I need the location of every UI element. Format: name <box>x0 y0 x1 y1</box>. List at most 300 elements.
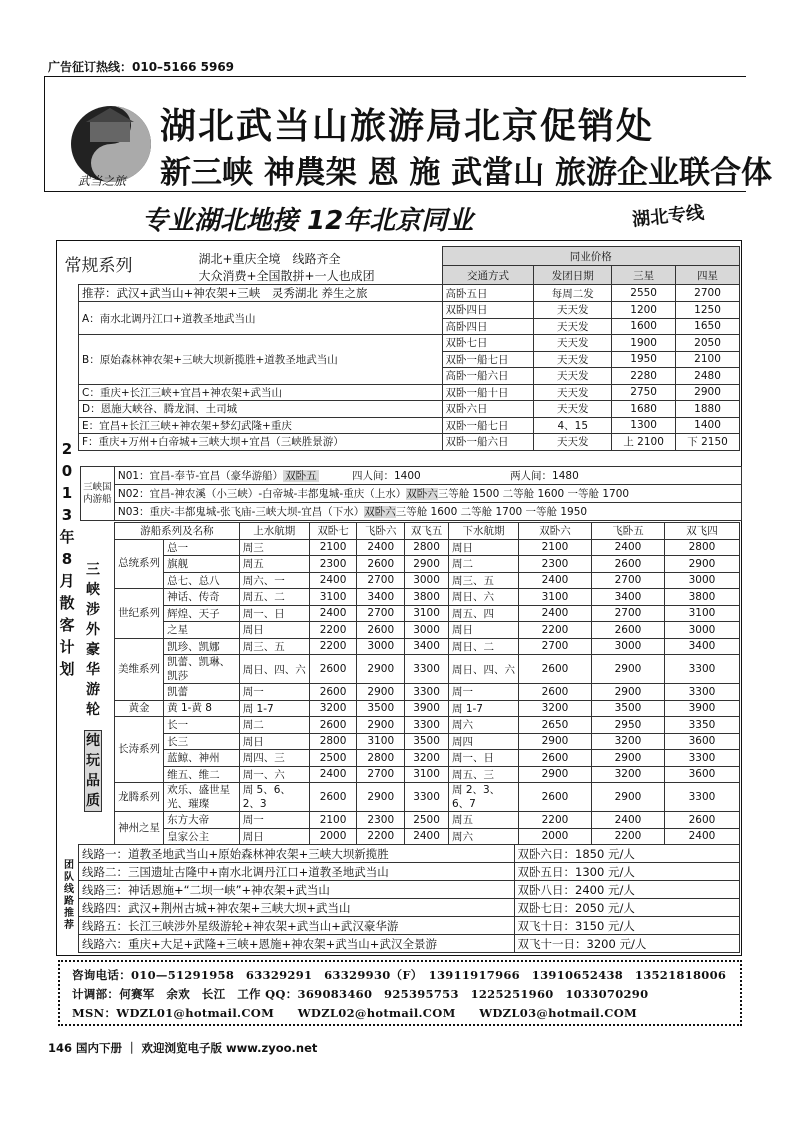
cruise-row <box>115 572 740 589</box>
group-route: 线路五：长江三峡涉外星级游轮+神农架+武当山+武汉豪华游 <box>79 917 515 935</box>
sub-title: 新三峡 神農架 恩 施 武當山 旅游企业联合体 <box>160 155 772 191</box>
col-4star: 四星 <box>676 266 740 285</box>
regular-row <box>79 434 740 451</box>
price-4star: 1400 <box>676 417 740 434</box>
cruise-cell: 2600 <box>518 750 591 767</box>
cruise-col-header: 双卧七 <box>309 523 357 540</box>
price-3star: 1600 <box>612 318 676 335</box>
cruise-cell: 3100 <box>405 766 449 783</box>
cruise-cell: 2000 <box>518 828 591 845</box>
transport: 双卧一船六日 <box>442 434 534 451</box>
cruise-cell: 2950 <box>591 717 664 734</box>
cruise-side-label-2: 纯 玩 品 质 <box>84 730 102 812</box>
route-desc: C：重庆+长江三峡+宜昌+神农架+武当山 <box>79 384 443 401</box>
group-price: 双卧六日：1850 元/人 <box>514 845 739 863</box>
cruise-cell: 2600 <box>591 556 664 573</box>
price-4star: 2700 <box>676 285 740 302</box>
cruise-row <box>115 622 740 639</box>
cruise-cell: 2200 <box>309 638 357 655</box>
inland-n02-price: 三等舱 1500 二等舱 1600 一等舱 1700 <box>437 488 630 500</box>
cruise-cell: 2200 <box>309 622 357 639</box>
cruise-cell: 蓝鲸、神州 <box>164 750 240 767</box>
cruise-cell: 2900 <box>518 733 591 750</box>
cruise-cell: 周 2、3、6、7 <box>448 783 518 812</box>
cruise-cell: 3200 <box>309 700 357 717</box>
cruise-cell: 2600 <box>518 783 591 812</box>
cruise-cell: 3300 <box>664 655 739 684</box>
cruise-row <box>115 812 740 829</box>
regular-header-cell <box>64 247 443 285</box>
cruise-cell: 2400 <box>591 539 664 556</box>
cruise-cell: 3500 <box>357 700 405 717</box>
cruise-cell: 3500 <box>591 700 664 717</box>
cruise-cell: 3600 <box>664 766 739 783</box>
cruise-cell: 2900 <box>664 556 739 573</box>
group-price: 双飞十日：3150 元/人 <box>514 917 739 935</box>
cruise-cell: 2400 <box>518 572 591 589</box>
inland-n01-p4: 四人间：1400 <box>351 470 421 482</box>
cruise-col-header: 双飞五 <box>405 523 449 540</box>
depart-date: 天天发 <box>534 384 612 401</box>
cruise-series: 美维系列 <box>115 638 164 700</box>
cruise-cell: 长一 <box>164 717 240 734</box>
header-left-rule <box>44 76 45 191</box>
cruise-cell: 3800 <box>405 589 449 606</box>
price-4star: 1250 <box>676 302 740 319</box>
cruise-cell: 3350 <box>664 717 739 734</box>
depart-date: 天天发 <box>534 351 612 368</box>
cruise-cell: 2900 <box>357 684 405 701</box>
cruise-cell: 3000 <box>591 638 664 655</box>
slogan: 专业湖北地接 12年北京同业 <box>142 206 474 236</box>
cruise-cell: 3000 <box>405 622 449 639</box>
special-line-label: 湖北专线 <box>631 202 706 231</box>
cruise-cell: 2400 <box>309 572 357 589</box>
cruise-cell: 2900 <box>357 783 405 812</box>
cruise-cell: 3400 <box>405 638 449 655</box>
depart-date: 每周二发 <box>534 285 612 302</box>
cruise-cell: 2400 <box>664 828 739 845</box>
cruise-cell: 2900 <box>357 655 405 684</box>
transport: 双卧一船七日 <box>442 351 534 368</box>
cruise-cell: 3900 <box>664 700 739 717</box>
cruise-cell: 3100 <box>664 605 739 622</box>
regular-desc-1: 湖北+重庆全境 线路齐全 <box>198 251 341 266</box>
cruise-cell: 周日、六 <box>448 589 518 606</box>
cruise-cell: 欢乐、盛世星光、璀璨 <box>164 783 240 812</box>
cruise-cell: 周一 <box>239 812 309 829</box>
cruise-cell: 3000 <box>664 622 739 639</box>
group-route: 线路三：神话恩施+“二坝一峡”+神农架+武当山 <box>79 881 515 899</box>
cruise-cell: 周五、三 <box>448 766 518 783</box>
price-3star: 1300 <box>612 417 676 434</box>
cruise-side-label: 三 峡 涉 外 豪 华 游 轮 <box>86 562 100 718</box>
contact-planner: 计调部：何赛军 余欢 长江 工作 QQ：369083460 925395753 1225251960 1033070290 <box>72 987 649 1001</box>
transport: 双卧七日 <box>442 335 534 352</box>
cruise-cell: 3000 <box>664 572 739 589</box>
cruise-cell: 周日 <box>239 622 309 639</box>
cruise-cell: 周五、二 <box>239 589 309 606</box>
cruise-cell: 3200 <box>591 766 664 783</box>
cruise-row <box>115 638 740 655</box>
inland-label: 三峡国内游船 <box>81 467 115 521</box>
transport: 双卧一船十日 <box>442 384 534 401</box>
transport: 双卧四日 <box>442 302 534 319</box>
transport: 高卧四日 <box>442 318 534 335</box>
cruise-cell: 长三 <box>164 733 240 750</box>
cruise-cell: 凯蕾 <box>164 684 240 701</box>
price-3star: 上 2100 <box>612 434 676 451</box>
cruise-cell: 周三、五 <box>239 638 309 655</box>
transport: 双卧一船七日 <box>442 417 534 434</box>
regular-row <box>79 285 740 302</box>
cruise-row <box>115 684 740 701</box>
price-header: 同业价格 <box>442 247 739 266</box>
cruise-cell: 旗舰 <box>164 556 240 573</box>
cruise-series: 龙腾系列 <box>115 783 164 812</box>
cruise-cell: 3100 <box>518 589 591 606</box>
cruise-cell: 周三、五 <box>448 572 518 589</box>
price-4star: 1650 <box>676 318 740 335</box>
side-plan-label: 2 0 1 3 年 8 月 散 客 计 划 <box>59 440 75 678</box>
route-desc: 推荐：武汉+武当山+神农架+三峡 灵秀湖北 养生之旅 <box>79 285 443 302</box>
cruise-cell: 周日、四、六 <box>239 655 309 684</box>
cruise-cell: 东方大帝 <box>164 812 240 829</box>
cruise-cell: 3000 <box>357 638 405 655</box>
cruise-cell: 2300 <box>309 556 357 573</box>
cruise-row <box>115 605 740 622</box>
cruise-cell: 周一 <box>448 684 518 701</box>
transport: 双卧六日 <box>442 401 534 418</box>
cruise-cell: 2800 <box>405 539 449 556</box>
cruise-cell: 2800 <box>357 750 405 767</box>
cruise-cell: 3300 <box>405 655 449 684</box>
cruise-cell: 2900 <box>591 655 664 684</box>
cruise-cell: 2900 <box>591 684 664 701</box>
cruise-series: 长涛系列 <box>115 717 164 783</box>
group-route: 线路六：重庆+大足+武隆+三峡+恩施+神农架+武当山+武汉全景游 <box>79 935 515 953</box>
depart-date: 天天发 <box>534 368 612 385</box>
cruise-cell: 2800 <box>664 539 739 556</box>
group-tour-row <box>79 935 740 953</box>
cruise-row <box>115 717 740 734</box>
cruise-row <box>115 783 740 812</box>
group-price: 双卧七日：2050 元/人 <box>514 899 739 917</box>
cruise-cell: 2700 <box>591 605 664 622</box>
regular-row <box>79 417 740 434</box>
price-4star: 2050 <box>676 335 740 352</box>
inland-n03-price: 三等舱 1600 二等舱 1700 一等舱 1950 <box>395 506 588 518</box>
cruise-cell: 辉煌、天子 <box>164 605 240 622</box>
transport: 高卧五日 <box>442 285 534 302</box>
cruise-cell: 维五、维二 <box>164 766 240 783</box>
route-desc: B：原始森林神农架+三峡大坝新揽胜+道教圣地武当山 <box>79 335 443 385</box>
cruise-cell: 总一 <box>164 539 240 556</box>
col-3star: 三星 <box>612 266 676 285</box>
cruise-cell: 3300 <box>664 783 739 812</box>
cruise-cell: 2200 <box>518 812 591 829</box>
cruise-col-header: 飞卧五 <box>591 523 664 540</box>
cruise-cell: 2900 <box>591 783 664 812</box>
page-footer: 146 国内下册 ｜ 欢迎浏览电子版 www.zyoo.net <box>48 1041 318 1055</box>
cruise-cell: 2200 <box>591 828 664 845</box>
cruise-cell: 周四、三 <box>239 750 309 767</box>
cruise-cell: 2400 <box>518 605 591 622</box>
cruise-row <box>115 733 740 750</box>
cruise-cell: 2700 <box>357 766 405 783</box>
depart-date: 天天发 <box>534 434 612 451</box>
cruise-cell: 3300 <box>405 783 449 812</box>
inland-cruise-table <box>80 466 742 521</box>
price-3star: 2750 <box>612 384 676 401</box>
price-4star: 2100 <box>676 351 740 368</box>
price-4star: 2900 <box>676 384 740 401</box>
cruise-cell: 2600 <box>309 717 357 734</box>
group-route: 线路二：三国遗址古隆中+南水北调丹江口+道教圣地武当山 <box>79 863 515 881</box>
cruise-col-header: 下水航期 <box>448 523 518 540</box>
cruise-cell: 2100 <box>309 539 357 556</box>
group-tour-row <box>79 917 740 935</box>
group-tour-row <box>79 881 740 899</box>
top-rule <box>44 76 746 77</box>
main-title: 湖北武当山旅游局北京促销处 <box>160 105 655 147</box>
regular-series-table <box>64 246 740 451</box>
cruise-cell: 周日 <box>448 539 518 556</box>
cruise-cell: 周一 <box>239 684 309 701</box>
cruise-cell: 3300 <box>664 750 739 767</box>
group-tour-row <box>79 863 740 881</box>
col-transport: 交通方式 <box>442 266 534 285</box>
cruise-cell: 2100 <box>309 812 357 829</box>
cruise-cell: 周一、六 <box>239 766 309 783</box>
cruise-cell: 周二 <box>239 717 309 734</box>
cruise-cell: 2700 <box>357 572 405 589</box>
cruise-cell: 凯蕾、凯琳、凯莎 <box>164 655 240 684</box>
cruise-cell: 2900 <box>405 556 449 573</box>
cruise-col-header: 双卧六 <box>518 523 591 540</box>
group-tours-label: 团 队 线 路 推 荐 <box>64 860 74 931</box>
inland-n03-route: N03：重庆-丰都鬼城-张飞庙-三峡大坝-宜昌（下水） <box>117 506 365 518</box>
cruise-cell: 周日、四、六 <box>448 655 518 684</box>
cruise-cell: 3400 <box>591 589 664 606</box>
cruise-cell: 3200 <box>591 733 664 750</box>
cruise-cell: 2200 <box>357 828 405 845</box>
contact-phone: 咨询电话：010—51291958 63329291 63329930（F） 13911917966 13910652438 13521818006 <box>72 968 727 982</box>
price-3star: 1900 <box>612 335 676 352</box>
cruise-series: 神州之星 <box>115 812 164 845</box>
cruise-cell: 3000 <box>405 572 449 589</box>
cruise-cell: 2300 <box>357 812 405 829</box>
logo-text: 武当之旅 <box>78 174 127 188</box>
cruise-row <box>115 539 740 556</box>
inland-n02-tag: 双卧六 <box>406 488 438 500</box>
inland-n02-route: N02：宜昌-神农溪（小三峡）-白帝城-丰都鬼城-重庆（上水） <box>117 488 407 500</box>
cruise-cell: 3100 <box>405 605 449 622</box>
inland-n01-route: N01：宜昌-奉节-宜昌（豪华游船） <box>117 470 284 482</box>
cruise-cell: 3300 <box>405 684 449 701</box>
cruise-series: 总统系列 <box>115 539 164 589</box>
cruise-cell: 周日、二 <box>448 638 518 655</box>
cruise-row <box>115 556 740 573</box>
cruise-cell: 3400 <box>357 589 405 606</box>
cruise-cell: 2600 <box>357 622 405 639</box>
contact-box <box>58 960 742 1026</box>
cruise-cell: 2700 <box>357 605 405 622</box>
regular-title: 常规系列 <box>64 255 133 276</box>
cruise-cell: 2600 <box>309 655 357 684</box>
cruise-cell: 之星 <box>164 622 240 639</box>
cruise-cell: 黄 1-黄 8 <box>164 700 240 717</box>
depart-date: 天天发 <box>534 401 612 418</box>
cruise-cell: 周 1-7 <box>448 700 518 717</box>
inland-n02 <box>114 485 741 503</box>
price-3star: 2280 <box>612 368 676 385</box>
cruise-row <box>115 766 740 783</box>
cruise-cell: 2600 <box>518 684 591 701</box>
inland-n01-tag: 双卧五 <box>285 470 317 482</box>
transport: 高卧一船六日 <box>442 368 534 385</box>
group-route: 线路一：道教圣地武当山+原始森林神农架+三峡大坝新揽胜 <box>79 845 515 863</box>
cruise-cell: 周一、日 <box>239 605 309 622</box>
cruise-cell: 2650 <box>518 717 591 734</box>
cruise-cell: 周六、一 <box>239 572 309 589</box>
depart-date: 天天发 <box>534 318 612 335</box>
inland-n03-tag: 双卧六 <box>364 506 396 518</box>
cruise-cell: 3500 <box>405 733 449 750</box>
contact-msn: MSN：WDZL01@hotmail.COM WDZL02@hotmail.COM WDZL03@hotmail.COM <box>72 1006 638 1020</box>
regular-row <box>79 401 740 418</box>
cruise-cell: 2900 <box>591 750 664 767</box>
price-4star: 下 2150 <box>676 434 740 451</box>
cruise-cell: 2400 <box>405 828 449 845</box>
cruise-cell: 3200 <box>405 750 449 767</box>
cruise-series: 世纪系列 <box>115 589 164 639</box>
cruise-cell: 2500 <box>405 812 449 829</box>
cruise-cell: 2400 <box>357 539 405 556</box>
regular-desc-2: 大众消费+全国散拼+一人也成团 <box>198 268 375 283</box>
group-tours-table <box>78 844 740 953</box>
cruise-cell: 2600 <box>591 622 664 639</box>
cruise-cell: 3100 <box>357 733 405 750</box>
cruise-cell: 2900 <box>518 766 591 783</box>
regular-row <box>79 302 740 319</box>
cruise-cell: 周日 <box>239 828 309 845</box>
route-desc: A：南水北调丹江口+道教圣地武当山 <box>79 302 443 335</box>
cruise-row <box>115 589 740 606</box>
cruise-cell: 2300 <box>518 556 591 573</box>
group-route: 线路四：武汉+荆州古城+神农架+三峡大坝+武当山 <box>79 899 515 917</box>
col-date: 发团日期 <box>534 266 612 285</box>
cruise-row <box>115 750 740 767</box>
cruise-cell: 周 5、6、2、3 <box>239 783 309 812</box>
cruise-cell: 3300 <box>405 717 449 734</box>
cruise-row <box>115 828 740 845</box>
route-desc: D：恩施大峡谷、腾龙洞、土司城 <box>79 401 443 418</box>
regular-row <box>79 384 740 401</box>
cruise-col-header: 飞卧六 <box>357 523 405 540</box>
cruise-cell: 2500 <box>309 750 357 767</box>
cruise-cell: 2900 <box>357 717 405 734</box>
price-3star: 1680 <box>612 401 676 418</box>
depart-date: 4、15 <box>534 417 612 434</box>
route-desc: E：宜昌+长江三峡+神农架+梦幻武隆+重庆 <box>79 417 443 434</box>
group-price: 双卧五日：1300 元/人 <box>514 863 739 881</box>
cruise-cell: 2600 <box>309 783 357 812</box>
cruise-col-header: 双飞四 <box>664 523 739 540</box>
cruise-cell: 2600 <box>518 655 591 684</box>
cruise-cell: 周六 <box>448 828 518 845</box>
price-3star: 2550 <box>612 285 676 302</box>
cruise-series: 黄金 <box>115 700 164 717</box>
cruise-cell: 3800 <box>664 589 739 606</box>
inland-n03 <box>114 503 741 521</box>
cruise-cell: 周五、四 <box>448 605 518 622</box>
cruise-cell: 2100 <box>518 539 591 556</box>
cruise-cell: 2400 <box>591 812 664 829</box>
cruise-cell: 2600 <box>664 812 739 829</box>
cruise-cell: 2800 <box>309 733 357 750</box>
cruise-cell: 周 1-7 <box>239 700 309 717</box>
cruise-cell: 周一、日 <box>448 750 518 767</box>
cruise-cell: 周五 <box>448 812 518 829</box>
cruise-cell: 3300 <box>664 684 739 701</box>
regular-row <box>79 335 740 352</box>
cruise-cell: 2600 <box>309 684 357 701</box>
cruise-cell: 神话、传奇 <box>164 589 240 606</box>
ad-hotline: 广告征订热线：010–5166 5969 <box>48 60 235 74</box>
cruise-cell: 3900 <box>405 700 449 717</box>
cruise-cell: 3100 <box>309 589 357 606</box>
cruise-cell: 周日 <box>239 733 309 750</box>
cruise-cell: 周三 <box>239 539 309 556</box>
cruise-cell: 凯珍、凯娜 <box>164 638 240 655</box>
cruise-cell: 皇家公主 <box>164 828 240 845</box>
cruise-cell: 周二 <box>448 556 518 573</box>
cruise-cell: 2400 <box>309 766 357 783</box>
group-price: 双卧八日：2400 元/人 <box>514 881 739 899</box>
route-desc: F：重庆+万州+白帝城+三峡大坝+宜昌（三峡胜景游） <box>79 434 443 451</box>
cruise-cell: 3400 <box>664 638 739 655</box>
cruise-table <box>114 522 740 845</box>
cruise-col-header: 游船系列及名称 <box>115 523 240 540</box>
inland-n01 <box>114 467 741 485</box>
price-4star: 1880 <box>676 401 740 418</box>
depart-date: 天天发 <box>534 302 612 319</box>
cruise-cell: 周五 <box>239 556 309 573</box>
cruise-cell: 周四 <box>448 733 518 750</box>
cruise-row <box>115 655 740 684</box>
group-price: 双飞十一日：3200 元/人 <box>514 935 739 953</box>
cruise-cell: 周六 <box>448 717 518 734</box>
cruise-cell: 2600 <box>357 556 405 573</box>
cruise-cell: 总七、总八 <box>164 572 240 589</box>
cruise-col-header: 上水航期 <box>239 523 309 540</box>
group-tour-row <box>79 899 740 917</box>
cruise-cell: 2400 <box>309 605 357 622</box>
cruise-cell: 2000 <box>309 828 357 845</box>
cruise-cell: 2700 <box>518 638 591 655</box>
inland-n01-p2: 两人间：1480 <box>510 470 579 482</box>
cruise-cell: 3600 <box>664 733 739 750</box>
price-3star: 1950 <box>612 351 676 368</box>
cruise-cell: 3200 <box>518 700 591 717</box>
cruise-cell: 周日 <box>448 622 518 639</box>
price-3star: 1200 <box>612 302 676 319</box>
depart-date: 天天发 <box>534 335 612 352</box>
group-tour-row <box>79 845 740 863</box>
cruise-cell: 2200 <box>518 622 591 639</box>
price-4star: 2480 <box>676 368 740 385</box>
